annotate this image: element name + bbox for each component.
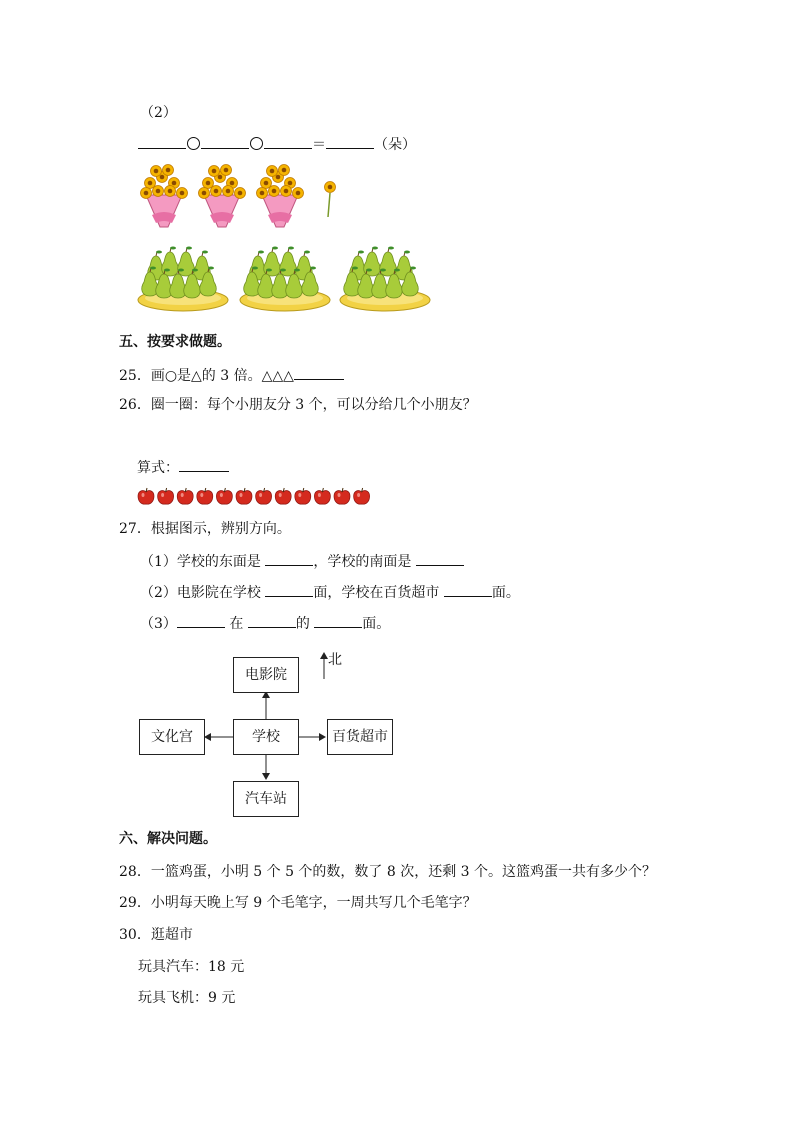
pear-plates-image	[138, 248, 433, 316]
part-label: （2）	[140, 105, 177, 121]
map-box-cinema: 电影院	[233, 657, 299, 693]
equals-sign: ＝	[312, 137, 326, 153]
equation-line	[138, 135, 416, 154]
apple-icon	[216, 488, 232, 504]
operator-circle[interactable]	[187, 137, 200, 150]
answer-blank[interactable]	[326, 135, 374, 149]
question-text: 面。	[491, 585, 520, 601]
flower-bouquets-image	[138, 165, 348, 235]
apple-icon	[275, 488, 291, 504]
formula-line	[137, 458, 229, 477]
answer-blank[interactable]	[248, 614, 296, 628]
map-box-school: 学校	[233, 719, 299, 755]
apple-icon	[334, 488, 350, 504]
apple-icon	[295, 488, 311, 504]
map-box-department-store: 百货超市	[327, 719, 393, 755]
question-27-3	[140, 614, 390, 633]
question-27-1	[140, 552, 464, 571]
question-30: 30．逛超市	[119, 927, 193, 943]
price-item: 玩具飞机：9 元	[138, 990, 236, 1006]
map-box-bus-station: 汽车站	[233, 781, 299, 817]
apple-icon	[138, 488, 154, 504]
question-text: （3）	[140, 616, 177, 632]
direction-map	[137, 645, 393, 815]
unit-label: （朵）	[374, 137, 416, 153]
answer-blank[interactable]	[264, 135, 312, 149]
north-label: 北	[328, 652, 342, 668]
answer-blank[interactable]	[265, 552, 313, 566]
question-text: （1）学校的东面是	[140, 554, 261, 570]
operator-circle[interactable]	[250, 137, 263, 150]
section-title: 五、按要求做题。	[119, 334, 231, 350]
apples-row	[138, 486, 378, 506]
answer-blank[interactable]	[416, 552, 464, 566]
answer-blank[interactable]	[294, 366, 344, 380]
apple-icon	[236, 488, 252, 504]
answer-blank[interactable]	[177, 614, 225, 628]
question-text: （2）电影院在学校	[140, 585, 261, 601]
price-item: 玩具汽车：18 元	[138, 959, 245, 975]
question-27-2	[140, 583, 520, 602]
apple-icon	[197, 488, 213, 504]
answer-blank[interactable]	[138, 135, 186, 149]
question-27: 27．根据图示，辨别方向。	[119, 521, 291, 537]
map-box-culture-palace: 文化宫	[139, 719, 205, 755]
question-text: 的	[295, 616, 310, 632]
answer-blank[interactable]	[314, 614, 362, 628]
question-text: 25．画○是△的 3 倍。△△△	[119, 368, 294, 384]
formula-label: 算式：	[137, 460, 179, 476]
question-29: 29．小明每天晚上写 9 个毛笔字，一周共写几个毛笔字？	[119, 895, 477, 911]
question-text: 在	[229, 616, 244, 632]
section-title: 六、解决问题。	[119, 831, 217, 847]
question-text: 面，学校在百货超市	[313, 585, 440, 601]
apple-icon	[158, 488, 174, 504]
answer-blank[interactable]	[179, 458, 229, 472]
question-28: 28．一篮鸡蛋，小明 5 个 5 个的数，数了 8 次，还剩 3 个。这篮鸡蛋一共有多少个？	[119, 864, 657, 880]
apple-icon	[314, 488, 330, 504]
apple-icon	[354, 488, 370, 504]
answer-blank[interactable]	[201, 135, 249, 149]
apple-icon	[256, 488, 272, 504]
apple-icon	[177, 488, 193, 504]
question-text: 面。	[362, 616, 391, 632]
question-25	[119, 366, 344, 385]
question-26: 26．圈一圈：每个小朋友分 3 个，可以分给几个小朋友？	[119, 397, 477, 413]
answer-blank[interactable]	[265, 583, 313, 597]
answer-blank[interactable]	[444, 583, 492, 597]
question-text: ，学校的南面是	[313, 554, 412, 570]
